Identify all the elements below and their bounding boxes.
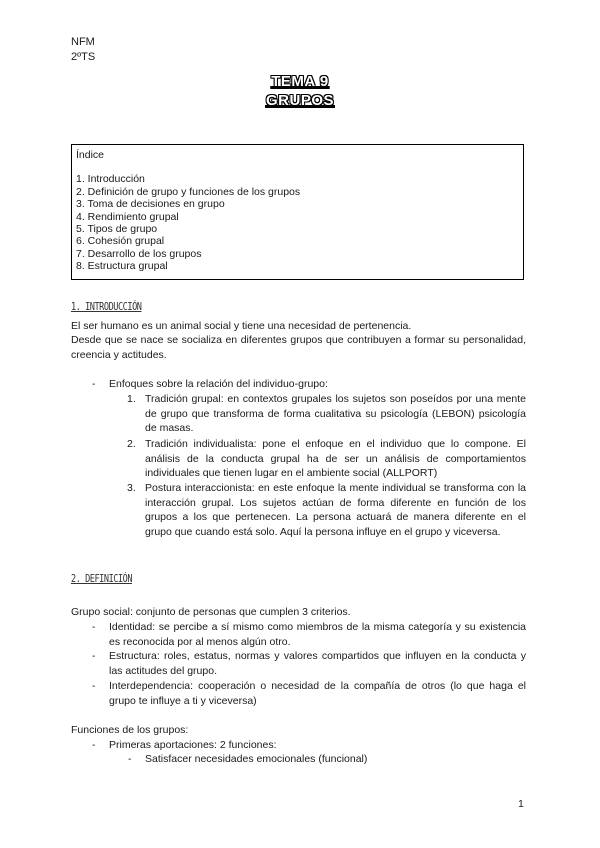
- funciones-item: Primeras aportaciones: 2 funciones:: [109, 739, 277, 751]
- bullet-dash: -: [128, 753, 132, 765]
- index-item: 3. Toma de decisiones en grupo: [76, 198, 225, 211]
- index-item: 1. Introducción: [76, 173, 145, 186]
- bullet-enfoques: Enfoques sobre la relación del individuo-grupo:: [109, 378, 328, 390]
- bullet-dash: -: [92, 621, 96, 633]
- criterion-interdependencia: Interdependencia: cooperación o necesidad de la compañía de otros (lo que haga el grupo te influye a ti y viceversa): [109, 680, 526, 707]
- funciones-heading: Funciones de los grupos:: [71, 724, 189, 736]
- index-item: 5. Tipos de grupo: [76, 223, 158, 236]
- funciones-subitem: Satisfacer necesidades emocionales (funcional): [145, 753, 368, 765]
- page-title: TEMA 9: [271, 73, 329, 90]
- index-item: 8. Estructura grupal: [76, 260, 168, 273]
- index-heading: Índice: [76, 149, 105, 161]
- index-item: 2. Definición de grupo y funciones de los grupos: [76, 185, 301, 198]
- index-box: [71, 144, 524, 280]
- criterion-identidad: Identidad: se percibe a sí mismo como miembros de la misma categoría y su existencia es reconocida por al menos algún otro.: [109, 621, 526, 648]
- list-item-tradicion-grupal: Tradición grupal: en contextos grupales los sujetos son poseídos por una mente de grupo que transforma de forma cualitativa su psicología (LEBON) psicología de masas.: [145, 393, 526, 434]
- list-number: 1.: [127, 393, 136, 405]
- grupo-social-definition: Grupo social: conjunto de personas que cumplen 3 criterios.: [71, 606, 351, 618]
- bullet-dash: -: [92, 739, 96, 751]
- section-heading-introduccion: 1. INTRODUCCIÓN: [71, 300, 142, 313]
- section-heading-definicion: 2. DEFINICIÓN: [71, 572, 133, 585]
- course-label: 2ºTS: [71, 51, 96, 63]
- page-number: 1: [518, 798, 524, 810]
- list-item-tradicion-individualista: Tradición individualista: pone el enfoque en el individuo que lo compone. El análisis de la conducta grupal ha de ser un análisis de comportamientos individuales que tienen lugar en el ambiente social (ALLPORT): [145, 438, 526, 479]
- bullet-dash: -: [92, 378, 96, 390]
- index-item: 7. Desarrollo de los grupos: [76, 247, 202, 260]
- intro-paragraph-2: Desde que se nace se socializa en diferentes grupos que contribuyen a formar su personalidad, creencia y actitudes.: [71, 334, 526, 361]
- index-item: 4. Rendimiento grupal: [76, 210, 179, 223]
- list-item-postura-interaccionista: Postura interaccionista: en este enfoque la mente individual se transforma con la interacción grupal. Los sujetos actúan de forma diferente en función de los grupos a los que pertenecen. La persona actuará de manera diferente en el grupo que cuando está solo. Aquí la persona influye en el grupo y viceversa.: [145, 482, 526, 538]
- list-number: 2.: [127, 438, 136, 450]
- list-number: 3.: [127, 482, 136, 494]
- intro-paragraph-1: El ser humano es un animal social y tiene una necesidad de pertenencia.: [71, 320, 412, 332]
- criterion-estructura: Estructura: roles, estatus, normas y valores compartidos que influyen en la conducta y las actitudes del grupo.: [109, 650, 526, 677]
- page-subtitle: GRUPOS: [265, 92, 334, 109]
- bullet-dash: -: [92, 650, 96, 662]
- bullet-dash: -: [92, 680, 96, 692]
- author-initials: NFM: [71, 36, 95, 48]
- index-item: 6. Cohesión grupal: [76, 235, 165, 248]
